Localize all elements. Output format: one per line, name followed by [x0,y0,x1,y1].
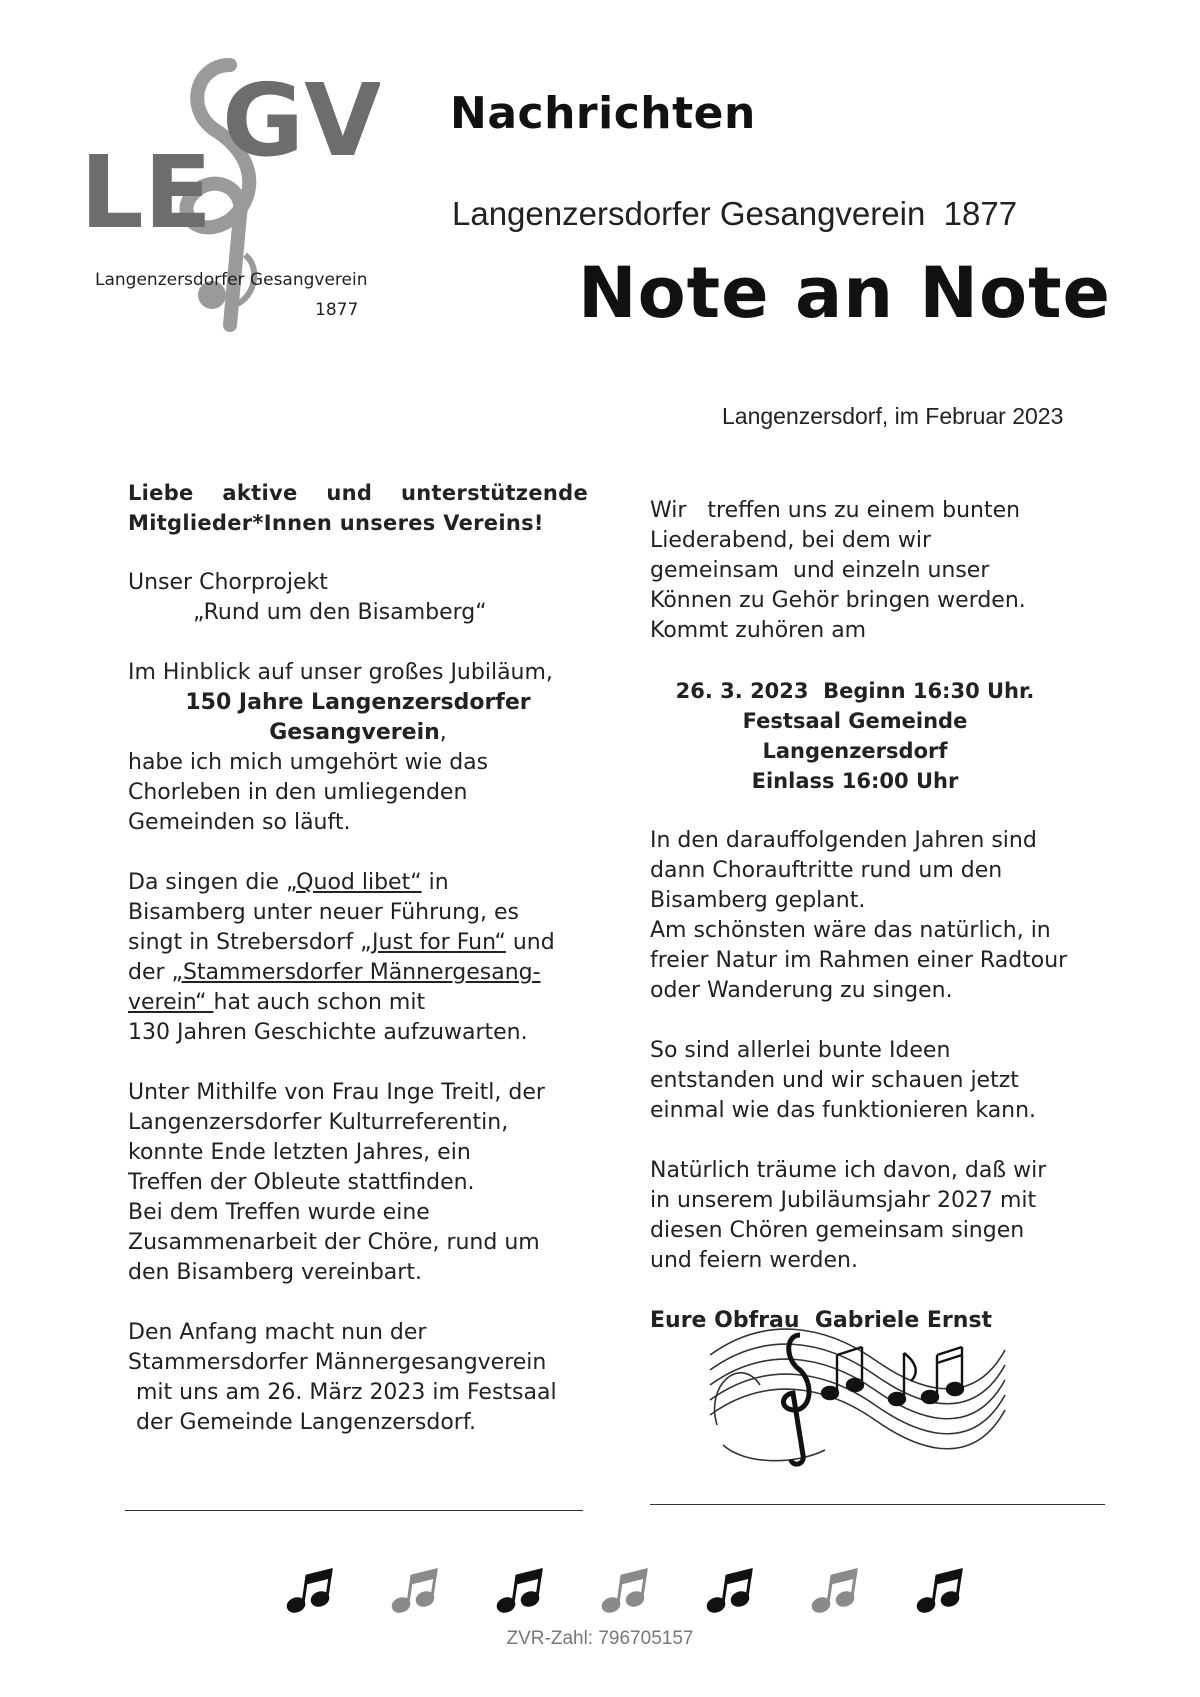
greeting-line-1: Liebe aktive und unterstützende [128,481,588,505]
music-staff-illustration [705,1315,1010,1475]
jubilee-comma: , [439,720,447,745]
project-name: „Rund um den Bisamberg“ [193,600,487,625]
invite-text: Können zu Gehör bringen werden. [650,588,1026,613]
date-line: Langenzersdorf, im Februar 2023 [722,403,1064,429]
dream-paragraph [650,1156,1120,1276]
greeting [128,478,588,538]
dream-text: und feiern werden. [650,1248,858,1273]
plans-text: Am schönsten wäre das natürlich, in [650,918,1051,943]
jubilee-paragraph [128,658,588,838]
invite-text: Wir treffen uns zu einem bunten [650,498,1021,523]
choirs-text: Da singen die [128,870,286,895]
zvr-number: ZVR-Zahl: 796705157 [506,1628,694,1649]
jubilee-bold-1: 150 Jahre Langenzersdorfer [185,690,531,715]
eighth-notes-gray-icon [600,1568,650,1614]
meeting-text: Bei dem Treffen wurde eine [128,1200,430,1225]
choirs-text: der [128,960,172,985]
meeting-text: Treffen der Obleute stattfinden. [128,1170,475,1195]
start-text: Stammersdorfer Männergesangverein [128,1350,547,1375]
invite-text: gemeinsam und einzeln unser [650,558,990,583]
choirs-text: 130 Jahren Geschichte aufzuwarten. [128,1020,528,1045]
eighth-notes-dark-icon [915,1568,965,1614]
project-paragraph [128,568,588,628]
meeting-text: konnte Ende letzten Jahres, ein [128,1140,471,1165]
event-location: Festsaal Gemeinde Langenzersdorf [742,709,968,763]
meeting-paragraph [128,1078,588,1288]
ideas-text: So sind allerlei bunte Ideen [650,1038,951,1063]
eighth-notes-gray-icon [810,1568,860,1614]
choirs-paragraph [128,868,588,1048]
meeting-text: den Bisamberg vereinbart. [128,1260,422,1285]
logo-year: 1877 [315,300,359,320]
plans-text: dann Chorauftritte rund um den [650,858,1003,883]
dream-text: Natürlich träume ich davon, daß wir [650,1158,1047,1183]
ideas-text: entstanden und wir schauen jetzt [650,1068,1019,1093]
logo-letters-left: LE [80,134,213,251]
footer-note-row [285,1568,965,1618]
divider-left [125,1510,583,1511]
invite-text: Liederabend, bei dem wir [650,528,932,553]
plans-text: freier Natur im Rahmen einer Radtour [650,948,1068,973]
eighth-notes-gray-icon [390,1568,440,1614]
eighth-notes-dark-icon [495,1568,545,1614]
eighth-notes-dark-icon [285,1568,335,1614]
meeting-text: Langenzersdorfer Kulturreferentin, [128,1110,509,1135]
jubilee-rest-2: Chorleben in den umliegenden [128,780,468,805]
invite-paragraph [650,496,1120,646]
plans-text: Bisamberg geplant. [650,888,866,913]
choirs-text: hat auch schon mit [213,990,426,1015]
plans-paragraph [650,826,1120,1006]
dream-text: in unserem Jubiläumsjahr 2027 mit [650,1188,1037,1213]
start-text: der Gemeinde Langenzersdorf. [136,1410,476,1435]
choirs-text: singt in Strebersdorf [128,930,361,955]
choir-quod-libet: „Quod libet“ [285,870,422,895]
event-admission: Einlass 16:00 Uhr [751,769,959,793]
dream-text: diesen Chören gemeinsam singen [650,1218,1025,1243]
start-text: Den Anfang macht nun der [128,1320,427,1345]
jubilee-bold-2: Gesangverein [269,720,440,745]
meeting-text: Unter Mithilfe von Frau Inge Treitl, der [128,1080,545,1105]
newsletter-kicker: Nachrichten [450,88,756,139]
logo-caption: Langenzersdorfer Gesangverein [95,270,368,290]
choir-just-for-fun: „Just for Fun“ [360,930,506,955]
ideas-text: einmal wie das funktionieren kann. [650,1098,1037,1123]
start-paragraph [128,1318,588,1438]
right-column [650,496,1120,1366]
divider-right [650,1504,1105,1505]
project-intro: Unser Chorprojekt [128,570,328,595]
plans-text: oder Wanderung zu singen. [650,978,953,1003]
choirs-text: in [421,870,449,895]
choir-stammersdorf: „Stammersdorfer Männergesang- [171,960,541,985]
greeting-line-2: Mitglieder*Innen unseres Vereins! [128,511,544,535]
newsletter-title: Note an Note [578,252,1112,334]
logo-letters-right: GV [222,62,380,179]
eighth-notes-dark-icon [705,1568,755,1614]
event-date-time: 26. 3. 2023 Beginn 16:30 Uhr. [675,679,1035,703]
signoff: Eure Obfrau Gabriele Ernst [650,1308,993,1333]
ideas-paragraph [650,1036,1120,1126]
start-text: mit uns am 26. März 2023 im Festsaal [136,1380,557,1405]
left-column [128,478,588,1468]
jubilee-rest-3: Gemeinden so läuft. [128,810,351,835]
jubilee-intro: Im Hinblick auf unser großes Jubiläum, [128,660,553,685]
plans-text: In den darauffolgenden Jahren sind [650,828,1037,853]
choir-stammersdorf-cont: verein“ [128,990,214,1015]
meeting-text: Zusammenarbeit der Chöre, rund um [128,1230,540,1255]
event-details [650,676,1060,796]
association-line: Langenzersdorfer Gesangverein 1877 [452,195,1018,232]
choirs-text: und [505,930,555,955]
jubilee-rest-1: habe ich mich umgehört wie das [128,750,489,775]
choirs-text: Bisamberg unter neuer Führung, es [128,900,519,925]
invite-text: Kommt zuhören am [650,618,867,643]
